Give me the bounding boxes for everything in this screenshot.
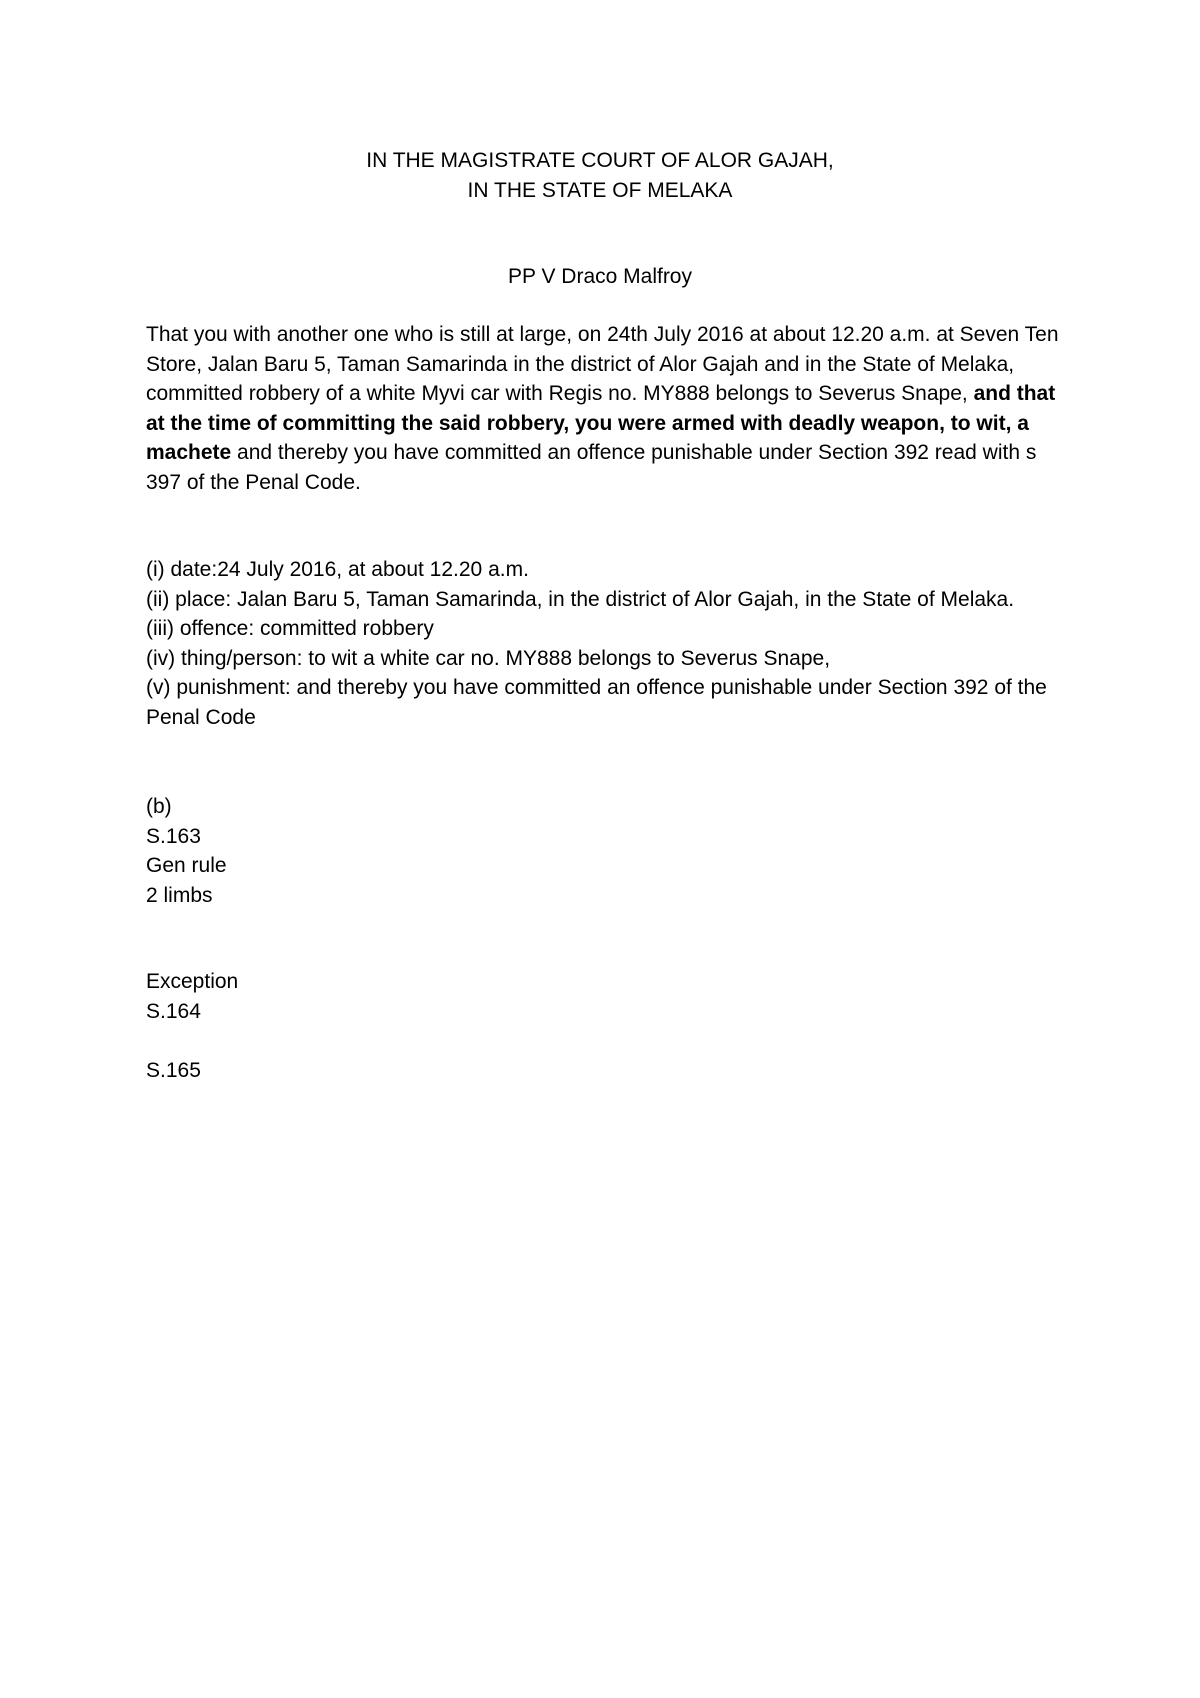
notes-section-b: [146, 792, 1061, 910]
case-title: PP V Draco Malfroy: [507, 265, 692, 288]
court-header: [0, 146, 1200, 205]
particular-offence: (iii) offence: committed robbery: [146, 617, 434, 640]
exception-spacer: [146, 1026, 1061, 1056]
court-header-line-2: IN THE STATE OF MELAKA: [467, 178, 733, 202]
court-header-line-1: IN THE MAGISTRATE COURT OF ALOR GAJAH,: [366, 149, 834, 172]
particular-date: (i) date:24 July 2016, at about 12.20 a.m.: [146, 558, 529, 581]
notes-exception: [146, 967, 1061, 1085]
notes-b-label: (b): [146, 795, 172, 818]
exception-section-2: S.165: [146, 1058, 201, 1082]
particular-punishment: (v) punishment: and thereby you have committed an offence punishable under Section 392 of the Penal Code: [146, 676, 1047, 729]
particular-place: (ii) place: Jalan Baru 5, Taman Samarinda, in the district of Alor Gajah, in the State of Melaka.: [146, 587, 1015, 611]
notes-b-rule: Gen rule: [146, 854, 227, 877]
particular-thing-person: (iv) thing/person: to wit a white car no. MY888 belongs to Severus Snape,: [146, 646, 831, 670]
charge-paragraph: [146, 320, 1061, 497]
exception-label: Exception: [146, 970, 239, 993]
charge-text-part-2: and thereby you have committed an offence punishable under Section 392 read with s 397 of the Penal Code.: [146, 441, 1037, 494]
charge-text-part-1: That you with another one who is still at large, on 24th July 2016 at about 12.20 a.m. at Seven Ten Store, Jalan Baru 5, Taman Samarinda in the district of Alor Gajah and in the State of Melaka, committed robbery of a white Myvi car with Regis no. MY888 belongs to Severus Snape,: [146, 323, 1059, 405]
particulars-list: [146, 555, 1061, 732]
notes-b-limbs: 2 limbs: [146, 883, 213, 907]
exception-section-1: S.164: [146, 999, 201, 1023]
notes-b-section: S.163: [146, 824, 201, 848]
charge-text-bold: and that at the time of committing the said robbery, you were armed with deadly weapon, to wit, a machete: [146, 382, 1056, 464]
